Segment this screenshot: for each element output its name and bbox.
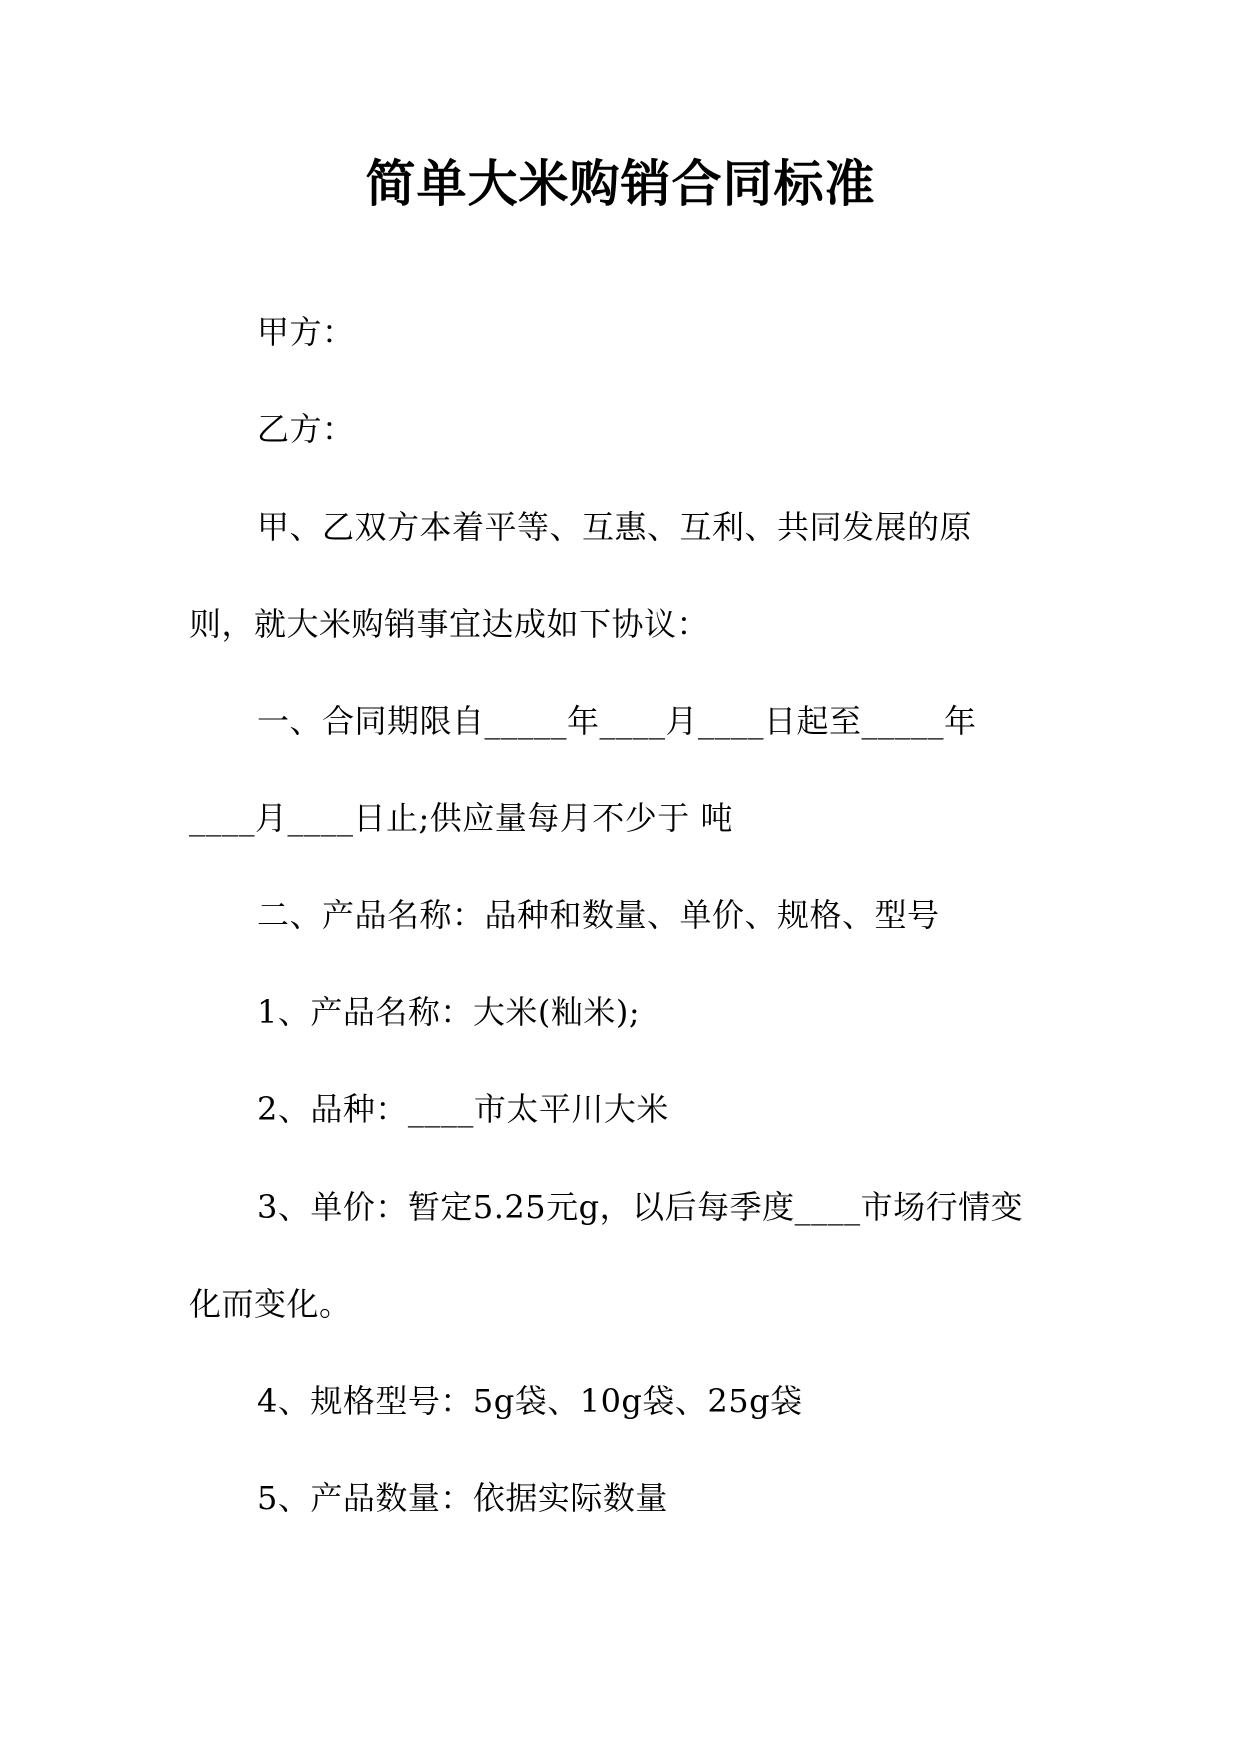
item-4-specification: 4、规格型号：5g袋、10g袋、25g袋	[257, 1382, 803, 1420]
party-a-line: 甲方：	[257, 313, 355, 351]
document-title: 简单大米购销合同标准	[365, 155, 876, 213]
item-5-quantity: 5、产品数量：依据实际数量	[257, 1479, 668, 1517]
preamble-line-2: 则，就大米购销事宜达成如下协议：	[189, 605, 710, 643]
clause-2-heading: 二、产品名称：品种和数量、单价、规格、型号	[257, 896, 940, 934]
item-3-unit-price-line-1: 3、单价：暂定5.25元g，以后每季度____市场行情变	[257, 1188, 1024, 1226]
clause-1-line-1: 一、合同期限自_____年____月____日起至_____年	[257, 702, 977, 740]
item-3-unit-price-line-2: 化而变化。	[189, 1285, 352, 1323]
item-1-product-name: 1、产品名称：大米(籼米);	[257, 993, 641, 1031]
item-2-variety: 2、品种：____市太平川大米	[257, 1090, 669, 1128]
preamble-line-1: 甲、乙双方本着平等、互惠、互利、共同发展的原	[257, 508, 973, 546]
clause-1-line-2: ____月____日止;供应量每月不少于 吨	[189, 799, 733, 837]
party-b-line: 乙方：	[257, 410, 355, 448]
